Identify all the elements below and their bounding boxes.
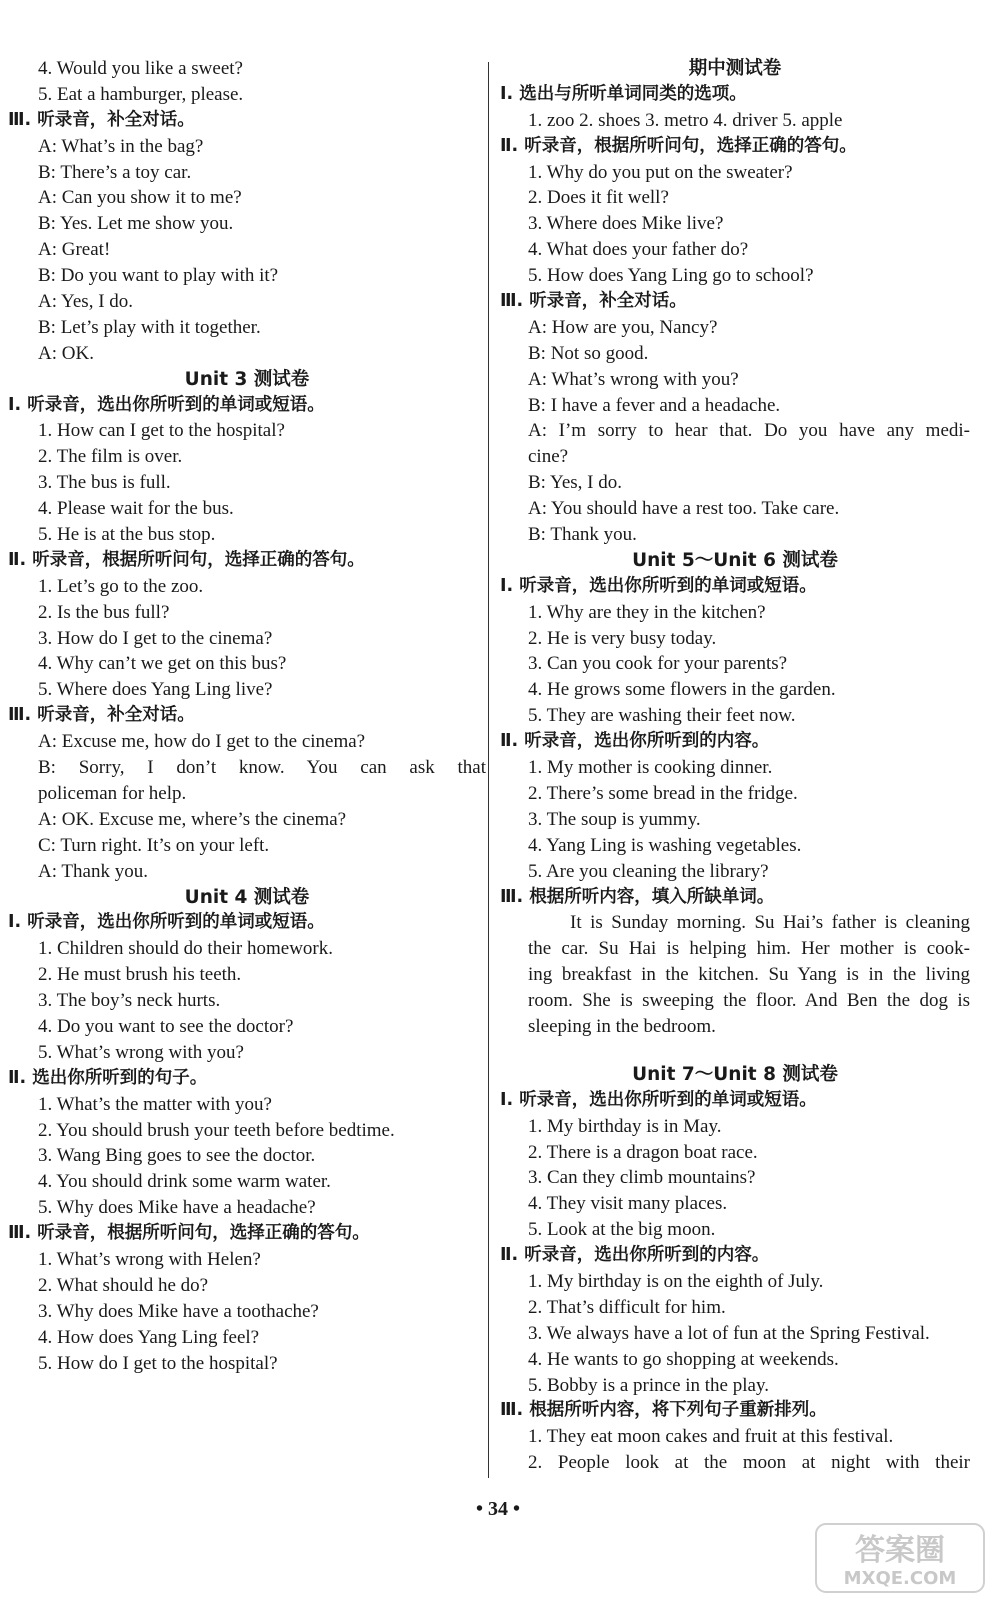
- section-heading: Ⅱ. 听录音，根据所听问句，选择正确的答句。: [500, 135, 857, 156]
- answer-line: B: Let’s play with it together.: [38, 316, 261, 338]
- answer-line: 4. How does Yang Ling feel?: [38, 1326, 260, 1348]
- answer-line: 1. Why are they in the kitchen?: [528, 601, 766, 623]
- answer-line: 5. Are you cleaning the library?: [528, 860, 769, 882]
- answer-line: B: Do you want to play with it?: [38, 265, 279, 287]
- section-heading: Ⅲ. 听录音，补全对话。: [8, 705, 195, 726]
- section-heading: Ⅰ. 听录音，选出你所听到的单词或短语。: [500, 1089, 817, 1110]
- answer-line: C: Turn right. It’s on your left.: [38, 834, 270, 856]
- answer-line: 1. Children should do their homework.: [38, 938, 333, 960]
- answer-line: cine?: [528, 446, 569, 468]
- answer-line: 2. You should brush your teeth before bedtime.: [38, 1119, 395, 1141]
- answer-line: 5. What’s wrong with you?: [38, 1041, 244, 1063]
- section-heading: Ⅲ. 听录音，补全对话。: [8, 109, 195, 130]
- answer-line: 1. My mother is cooking dinner.: [528, 757, 773, 779]
- answer-line: B: Sorry, I don’t know. You can ask that: [38, 757, 486, 779]
- section-heading: Ⅲ. 根据所听内容，将下列句子重新排列。: [500, 1400, 827, 1421]
- section-heading: Ⅰ. 听录音，选出你所听到的单词或短语。: [8, 912, 325, 933]
- answer-line: 3. Where does Mike live?: [528, 213, 724, 235]
- answer-line: 3. The soup is yummy.: [528, 808, 701, 830]
- answer-line: 5. Eat a hamburger, please.: [38, 83, 244, 105]
- answer-line: 4. Do you want to see the doctor?: [38, 1015, 294, 1037]
- paragraph-line: sleeping in the bedroom.: [528, 1015, 716, 1037]
- answer-line: A: Can you show it to me?: [38, 187, 242, 209]
- answer-line: 1. My birthday is in May.: [528, 1115, 722, 1137]
- answer-line: A: OK. Excuse me, where’s the cinema?: [38, 808, 347, 830]
- answer-line: 2. People look at the moon at night with their: [528, 1452, 970, 1474]
- answer-line: 1. What’s wrong with Helen?: [38, 1248, 261, 1270]
- answer-line: 2. He is very busy today.: [528, 627, 717, 649]
- section-heading: Ⅰ. 选出与所听单词同类的选项。: [500, 83, 747, 104]
- answer-line: B: Not so good.: [528, 342, 649, 364]
- section-heading: Ⅱ. 听录音，根据所听问句，选择正确的答句。: [8, 549, 365, 570]
- answer-line: A: You should have a rest too. Take care.: [528, 498, 840, 520]
- answer-line: 2. What should he do?: [38, 1274, 209, 1296]
- answer-line: 4. He grows some flowers in the garden.: [528, 679, 836, 701]
- unit-title: Unit 4 测试卷: [184, 886, 310, 908]
- answer-line: A: Great!: [38, 239, 111, 261]
- answer-line: 5. Why does Mike have a headache?: [38, 1197, 316, 1219]
- answer-line: 1. Let’s go to the zoo.: [38, 575, 204, 597]
- answer-line: 2. The film is over.: [38, 446, 183, 468]
- answer-line: B: Yes, I do.: [528, 472, 622, 494]
- section-heading: Ⅲ. 听录音，根据所听问句，选择正确的答句。: [8, 1223, 370, 1244]
- answer-line: 5. Where does Yang Ling live?: [38, 679, 273, 701]
- section-heading: Ⅱ. 听录音，选出你所听到的内容。: [500, 731, 770, 752]
- answer-line: 5. Look at the big moon.: [528, 1219, 716, 1241]
- section-heading: Ⅲ. 根据所听内容，填入所缺单词。: [500, 886, 775, 907]
- answer-line: 1. Why do you put on the sweater?: [528, 161, 793, 183]
- svg-text:MXQE.COM: MXQE.COM: [843, 1568, 957, 1589]
- answer-line: A: OK.: [38, 342, 94, 364]
- answer-line: B: Thank you.: [528, 524, 637, 546]
- answer-line: 2. There’s some bread in the fridge.: [528, 782, 798, 804]
- answer-line: 4. Yang Ling is washing vegetables.: [528, 834, 802, 856]
- answer-line: 4. Please wait for the bus.: [38, 498, 234, 520]
- watermark-logo: [814, 1522, 986, 1594]
- answer-line: 5. He is at the bus stop.: [38, 524, 216, 546]
- answer-line: 1. How can I get to the hospital?: [38, 420, 285, 442]
- paragraph-line: ing breakfast in the kitchen. Su Yang is in the living: [528, 964, 970, 986]
- answer-line: A: I’m sorry to hear that. Do you have any medi-: [528, 420, 970, 442]
- answer-line: 5. How does Yang Ling go to school?: [528, 265, 814, 287]
- answer-line: 3. How do I get to the cinema?: [38, 627, 273, 649]
- unit-title: 期中测试卷: [688, 58, 782, 79]
- section-heading: Ⅱ. 听录音，选出你所听到的内容。: [500, 1245, 770, 1266]
- unit-title: Unit 5～Unit 6 测试卷: [632, 549, 838, 571]
- answer-line: 3. Can you cook for your parents?: [528, 653, 788, 675]
- page-number: • 34 •: [475, 1498, 520, 1520]
- answer-line: B: There’s a toy car.: [38, 161, 192, 183]
- paragraph-line: the car. Su Hai is helping him. Her mother is cook-: [528, 938, 970, 960]
- answer-line: 1. zoo 2. shoes 3. metro 4. driver 5. apple: [528, 109, 843, 131]
- answer-line: 1. What’s the matter with you?: [38, 1093, 272, 1115]
- right-column: [500, 56, 970, 1476]
- left-column: [8, 56, 486, 1376]
- answer-line: 2. Does it fit well?: [528, 187, 669, 209]
- answer-line: 4. He wants to go shopping at weekends.: [528, 1348, 839, 1370]
- spacer: [500, 1040, 970, 1062]
- answer-line: 3. The boy’s neck hurts.: [38, 990, 221, 1012]
- paragraph-line: room. She is sweeping the floor. And Ben the dog is: [528, 990, 970, 1012]
- section-heading: Ⅰ. 听录音，选出你所听到的单词或短语。: [8, 394, 325, 415]
- answer-line: 4. Would you like a sweet?: [38, 58, 243, 79]
- answer-line: 3. We always have a lot of fun at the Spring Festival.: [528, 1322, 930, 1344]
- answer-line: 2. That’s difficult for him.: [528, 1296, 726, 1318]
- answer-line: A: How are you, Nancy?: [528, 316, 718, 338]
- unit-title: Unit 7～Unit 8 测试卷: [632, 1063, 838, 1085]
- answer-line: B: Yes. Let me show you.: [38, 213, 234, 235]
- answer-line: A: What’s wrong with you?: [528, 368, 739, 390]
- svg-text:答案圈: 答案圈: [855, 1533, 945, 1568]
- answer-line: policeman for help.: [38, 782, 187, 804]
- answer-line: 3. Why does Mike have a toothache?: [38, 1300, 319, 1322]
- answer-line: 3. Wang Bing goes to see the doctor.: [38, 1145, 316, 1167]
- answer-line: 5. How do I get to the hospital?: [38, 1352, 278, 1374]
- answer-line: 4. What does your father do?: [528, 239, 749, 261]
- answer-line: 3. The bus is full.: [38, 472, 171, 494]
- answer-line: 4. You should drink some warm water.: [38, 1171, 331, 1193]
- paragraph-line: It is Sunday morning. Su Hai’s father is cleaning: [570, 912, 970, 934]
- answer-line: 1. They eat moon cakes and fruit at this festival.: [528, 1426, 894, 1448]
- answer-line: 4. Why can’t we get on this bus?: [38, 653, 287, 675]
- answer-line: 1. My birthday is on the eighth of July.: [528, 1270, 824, 1292]
- answer-line: A: What’s in the bag?: [38, 135, 204, 157]
- answer-line: 3. Can they climb mountains?: [528, 1167, 756, 1189]
- answer-line: B: I have a fever and a headache.: [528, 394, 781, 416]
- answer-line: A: Yes, I do.: [38, 291, 134, 313]
- section-heading: Ⅰ. 听录音，选出你所听到的单词或短语。: [500, 575, 817, 596]
- answer-line: A: Thank you.: [38, 860, 148, 882]
- answer-line: 2. He must brush his teeth.: [38, 964, 242, 986]
- column-divider: [488, 62, 489, 1478]
- answer-line: 5. They are washing their feet now.: [528, 705, 796, 727]
- answer-line: A: Excuse me, how do I get to the cinema?: [38, 731, 366, 753]
- unit-title: Unit 3 测试卷: [184, 368, 310, 390]
- answer-line: 2. There is a dragon boat race.: [528, 1141, 758, 1163]
- section-heading: Ⅱ. 选出你所听到的句子。: [8, 1067, 208, 1088]
- answer-line: 5. Bobby is a prince in the play.: [528, 1374, 769, 1396]
- answer-line: 4. They visit many places.: [528, 1193, 728, 1215]
- section-heading: Ⅲ. 听录音，补全对话。: [500, 291, 687, 312]
- answer-line: 2. Is the bus full?: [38, 601, 170, 623]
